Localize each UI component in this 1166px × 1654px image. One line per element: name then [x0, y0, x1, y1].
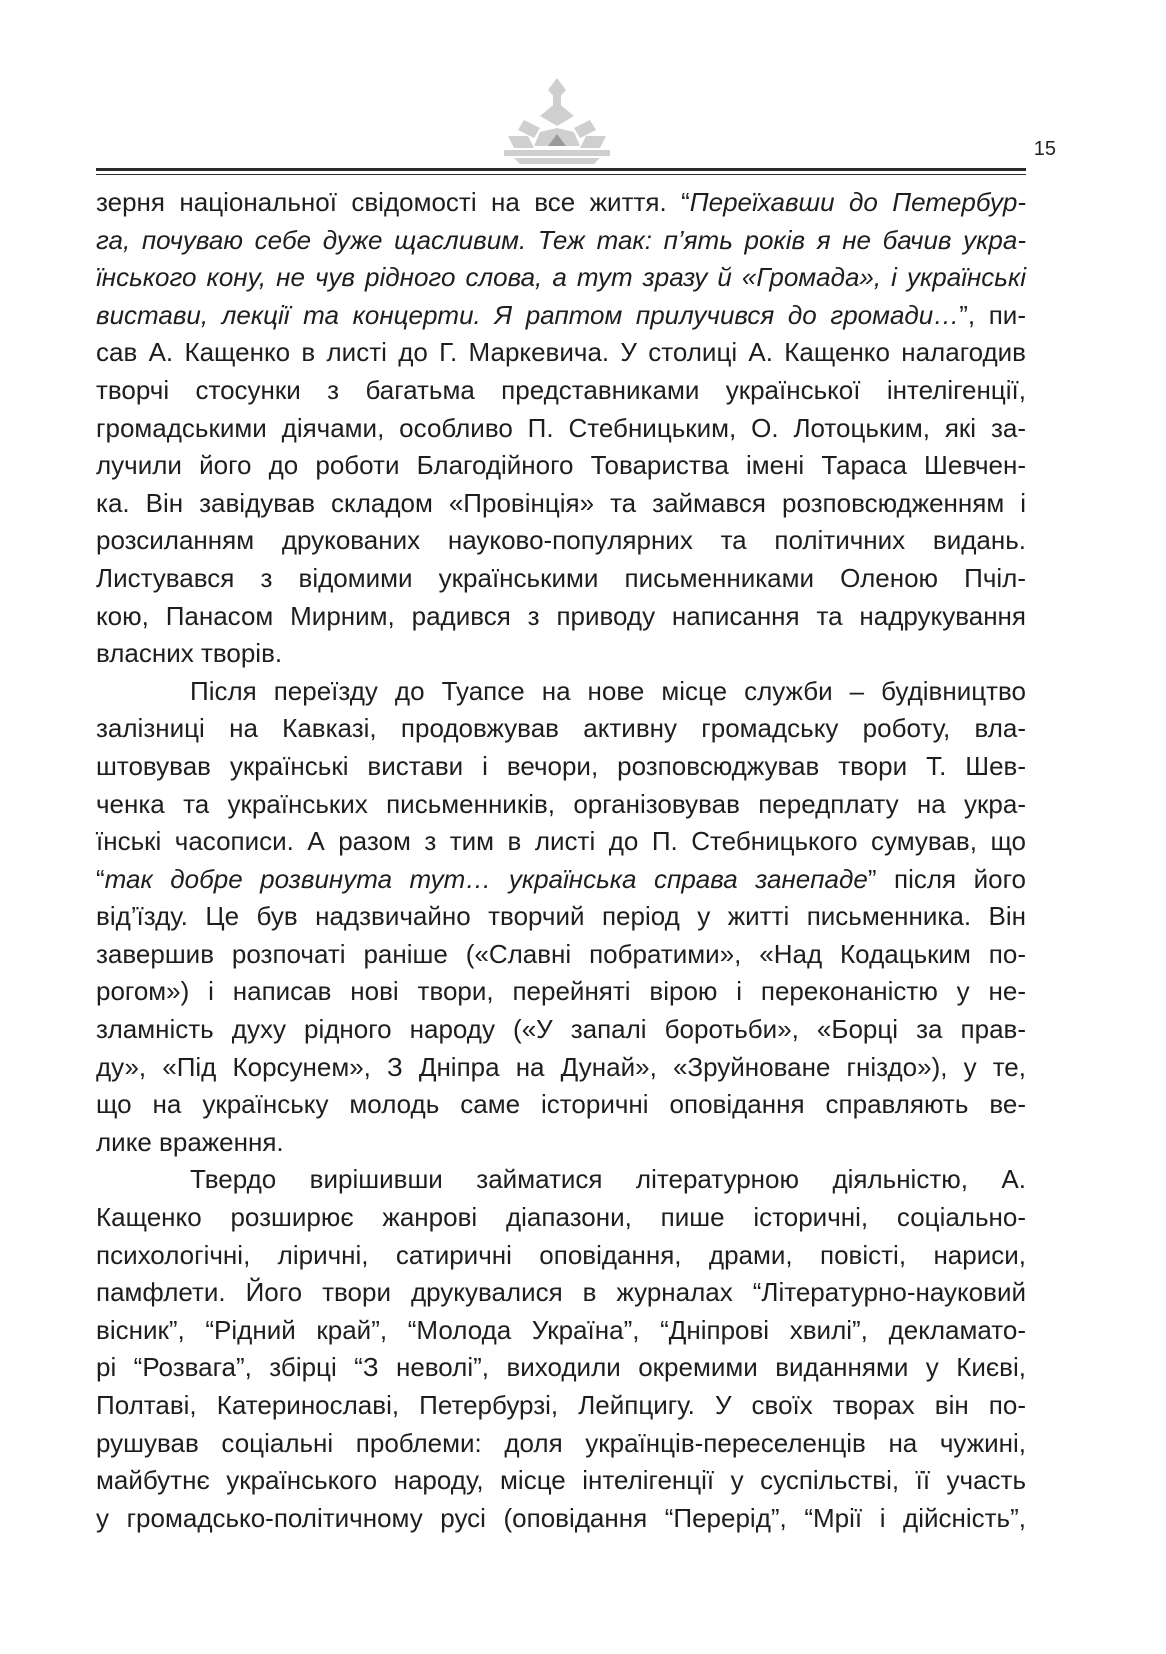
text-line: [96, 1425, 1026, 1463]
italic-quote-segment: га, почуваю себе дуже щасливим. Теж так: п’ять років я не бачив укра-: [96, 224, 1026, 255]
text-line: [96, 410, 1026, 448]
text-segment: їнські часописи. А разом з тим в листі до П. Стебницького сумував, що: [96, 826, 1026, 857]
italic-quote-segment: їнського кону, не чув рідного слова, а тут зразу й «Громада», і українські: [96, 262, 1026, 293]
folk-ornament-icon: [504, 76, 610, 166]
text-line: [96, 1161, 1026, 1199]
text-line: [96, 1199, 1026, 1237]
text-line: [96, 1049, 1026, 1087]
italic-quote-segment: Переїхавши до Петербур-: [689, 187, 1026, 217]
text-line: [96, 1387, 1026, 1425]
page-number: 15: [1033, 138, 1056, 160]
text-segment: власних творів.: [96, 638, 283, 669]
header-rule-thin: [96, 174, 1026, 175]
text-line: [96, 1462, 1026, 1500]
text-segment: майбутнє українського народу, місце інтелігенції у суспільстві, її участь: [96, 1465, 1026, 1496]
text-segment: рі “Розвага”, збірці “З неволі”, виходили окремими виданнями у Києві,: [96, 1352, 1026, 1383]
text-segment: Після переїзду до Туапсе на нове місце служби – будівництво: [190, 675, 1026, 706]
body-text: [96, 184, 1026, 1537]
text-line: [96, 1274, 1026, 1312]
text-line: [96, 973, 1026, 1011]
text-line: [96, 635, 1026, 673]
text-line: [96, 222, 1026, 260]
text-segment: завершив розпочаті раніше («Славні побратими», «Над Кодацьким по-: [96, 938, 1026, 969]
text-segment: вісник”, “Рідний край”, “Молода Україна”, “Дніпрові хвилі”, декламато-: [96, 1314, 1026, 1345]
text-segment: у громадсько-політичному русі (оповідання “Перерід”, “Мрії і дійсність”,: [96, 1502, 1026, 1533]
text-segment: рогом») і написав нові твори, перейняті вірою і переконаністю у не-: [96, 976, 1026, 1007]
text-line: [96, 1349, 1026, 1387]
text-line: [96, 1086, 1026, 1124]
text-line: [96, 748, 1026, 786]
text-line: [96, 1237, 1026, 1275]
text-segment: штовував українські вистави і вечори, розповсюджував твори Т. Шев-: [96, 750, 1026, 781]
text-segment: психологічні, ліричні, сатиричні оповідання, драми, повісті, нариси,: [96, 1239, 1026, 1270]
text-line: [96, 1124, 1026, 1162]
text-line: [96, 485, 1026, 523]
header-rule-thick: [96, 168, 1026, 171]
text-segment: залізниці на Кавказі, продовжував активну громадську роботу, вла-: [96, 713, 1026, 744]
text-segment: ду», «Під Корсунем», З Дніпра на Дунай», «Зруйноване гніздо»), у те,: [96, 1051, 1026, 1082]
text-segment: творчі стосунки з багатьма представниками української інтелігенції,: [96, 374, 1026, 405]
text-segment: лучили його до роботи Благодійного Товариства імені Тараса Шевчен-: [96, 450, 1026, 481]
text-segment: Листувався з відомими українськими письменниками Оленою Пчіл-: [96, 562, 1026, 593]
text-segment: від’їзду. Це був надзвичайно творчий період у житті письменника. Він: [96, 901, 1026, 932]
text-line: [96, 1500, 1026, 1538]
text-line: [96, 673, 1026, 711]
text-line: [96, 898, 1026, 936]
text-segment: ” після його: [867, 863, 1026, 894]
text-line: [96, 710, 1026, 748]
italic-quote-segment: так добре розвинута тут… українська справа занепаде: [104, 863, 868, 894]
text-segment: громадськими діячами, особливо П. Стебницьким, О. Лотоцьким, які за-: [96, 412, 1026, 443]
text-segment: Твердо вирішивши займатися літературною діяльністю, А.: [190, 1164, 1026, 1195]
text-line: [96, 372, 1026, 410]
text-line: [96, 184, 1026, 222]
text-line: [96, 598, 1026, 636]
text-segment: сав А. Кащенко в листі до Г. Маркевича. У столиці А. Кащенко налагодив: [96, 337, 1026, 368]
text-line: [96, 823, 1026, 861]
text-segment: що на українську молодь саме історичні оповідання справляють ве-: [96, 1089, 1026, 1120]
text-segment: Кащенко розширює жанрові діапазони, пише історичні, соціально-: [96, 1202, 1026, 1233]
text-line: [96, 259, 1026, 297]
text-line: [96, 936, 1026, 974]
text-line: [96, 334, 1026, 372]
text-segment: ченка та українських письменників, організовував передплату на укра-: [96, 788, 1026, 819]
text-line: [96, 1312, 1026, 1350]
text-line: [96, 1011, 1026, 1049]
text-segment: Полтаві, Катеринославі, Петербурзі, Лейпцигу. У своїх творах він по-: [96, 1390, 1026, 1420]
text-line: [96, 297, 1026, 335]
text-segment: ка. Він завідував складом «Провінція» та займався розповсюдженням і: [96, 487, 1026, 518]
text-segment: ”, пи-: [959, 299, 1026, 330]
text-line: [96, 786, 1026, 824]
text-segment: кою, Панасом Мирним, радився з приводу написання та надрукування: [96, 600, 1026, 631]
text-line: [96, 447, 1026, 485]
text-segment: памфлети. Його твори друкувалися в журналах “Літературно-науковий: [96, 1277, 1026, 1308]
text-line: [96, 861, 1026, 899]
text-segment: “: [96, 863, 105, 894]
text-line: [96, 560, 1026, 598]
text-segment: зламність духу рідного народу («У запалі боротьби», «Борці за прав-: [96, 1014, 1026, 1045]
text-segment: зерня національної свідомості на все життя. “: [96, 187, 690, 217]
text-segment: рушував соціальні проблеми: доля українців-переселенців на чужині,: [96, 1427, 1026, 1458]
text-line: [96, 522, 1026, 560]
italic-quote-segment: вистави, лекції та концерти. Я раптом прилучився до громади…: [96, 299, 960, 330]
text-segment: лике враження.: [96, 1126, 284, 1157]
text-segment: розсиланням друкованих науково-популярних та політичних видань.: [96, 525, 1026, 556]
